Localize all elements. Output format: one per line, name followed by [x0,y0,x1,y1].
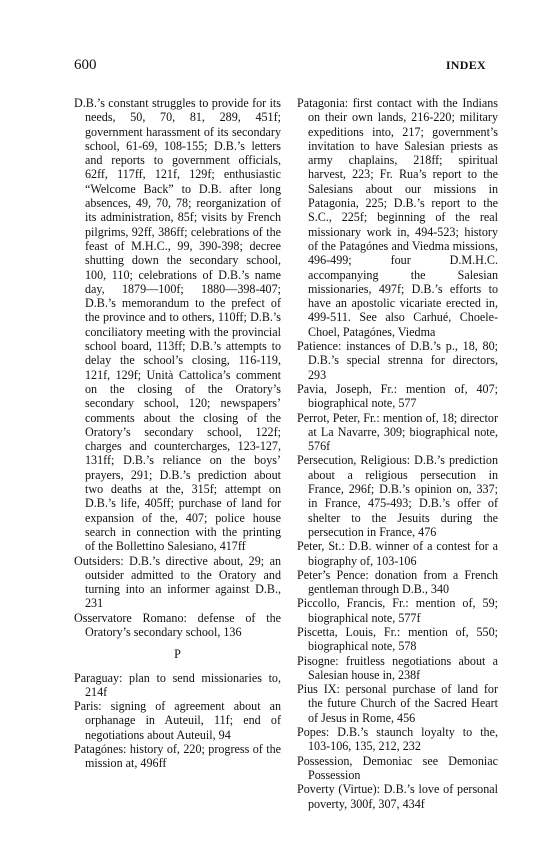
index-entry-paraguay: Paraguay: plan to send missionaries to, 214f [74,670,281,699]
index-entry-pisogne: Pisogne: fruitless negotiations about a Salesian house in, 238f [297,653,498,682]
index-entry-patience: Patience: instances of D.B.’s p., 18, 80; D.B.’s special strenna for directors, 293 [297,339,498,382]
right-column [297,96,498,811]
index-entry-perrot: Perrot, Peter, Fr.: mention of, 18; director at La Navarre, 309; biographical note, 576f [297,410,498,454]
index-entry-outsiders: Outsiders: D.B.’s directive about, 29; an outsider admitted to the Oratory and turning into an informer against D.B., 231 [74,553,281,611]
index-entry-peters-pence: Peter’s Pence: donation from a French gentleman through D.B., 340 [297,567,498,597]
index-entry-popes: Popes: D.B.’s staunch loyalty to the, 103-106, 135, 212, 232 [297,725,498,754]
section-letter-p: P [174,647,181,662]
index-entry-patagonia: Patagonia: first contact with the Indians on their own lands, 216-220; military expeditions into, 217; government’s invitation to have Salesian priests as army chaplains, 218ff; spiritual harvest, 223; Fr. Rua’s report to the Salesians about our missions in Patagonia, 225; D.B.’s report to the S.C., 225f; beginning of the real missionary work in, 494-523; history of the Patagónes and Viedma missions, 496-499; four D.M.H.C. accompanying the Salesian missionaries, 497f; D.B.’s efforts to have an apostolic vicariate erected in, 499-511. See also Carhué, Choele-Choel, Patagónes, Viedma [297,96,498,339]
index-entry-oratory-continued: D.B.’s constant struggles to provide for its needs, 50, 70, 81, 289, 451f; government harassment of its secondary school, 61-69, 108-155; D.B.’s letters and reports to government officials, 62ff, 117ff, 121f, 129f; enthusiastic “Welcome Back” to D.B. after long absences, 49, 70, 78; reorganization of its administration, 85f; visits by French pilgrims, 92ff, 386ff; celebrations of the feast of M.H.C., 99, 390-398; decree shutting down the secondary school, 100, 110; celebrations of D.B.’s name day, 1879—100f; 1880—398-407; D.B.’s memorandum to the prefect of the province and to others, 110ff; D.B.’s conciliatory meeting with the provincial school board, 113ff; D.B.’s attempts to delay the school’s closing, 116-119, 121f, 129f; Unità Cattolica’s comment on the closing of the Oratory’s secondary school, 120; newspapers’ comments about the closing of the Oratory’s secondary school, 122f; charges and countercharges, 123-127, 131ff; D.B.’s reliance on the boys’ prayers, 291; D.B.’s prediction about two deaths at the, 315f; attempt on D.B.’s life, 405ff; purchase of land for expansion of the, 407; police house search in connection with the printing of the Bollettino Salesiano, 417ff [74,96,281,554]
running-head: INDEX [445,58,486,72]
index-entry-paris: Paris: signing of agreement about an orphanage in Auteuil, 11f; end of negotiations about Auteuil, 94 [74,699,281,742]
index-entry-possession: Possession, Demoniac see Demoniac Possession [297,753,498,782]
index-entry-patagones: Patagónes: history of, 220; progress of the mission at, 496ff [74,742,281,771]
index-entry-pavia: Pavia, Joseph, Fr.: mention of, 407; biographical note, 577 [297,381,498,411]
index-entry-poverty: Poverty (Virtue): D.B.’s love of personal poverty, 300f, 307, 434f [297,782,498,811]
index-entry-peter-st: Peter, St.: D.B. winner of a contest for a biography of, 103-106 [297,539,498,568]
index-entry-persecution: Persecution, Religious: D.B.’s prediction about a religious persecution in France, 296f; D.B.’s opinion on, 337; in France, 475-493; D.B.’s offer of shelter to the Jesuits during the persecution in France, 476 [297,453,498,539]
index-entry-piscetta: Piscetta, Louis, Fr.: mention of, 550; biographical note, 578 [297,624,498,654]
index-entry-pius-ix: Pius IX: personal purchase of land for the future Church of the Sacred Heart of Jesus in Rome, 456 [297,682,498,725]
index-entry-osservatore-romano: Osservatore Romano: defense of the Oratory’s secondary school, 136 [74,610,281,639]
left-column [74,96,281,771]
page-number: 600 [74,57,97,73]
index-entry-piccollo: Piccollo, Francis, Fr.: mention of, 59; biographical note, 577f [297,596,498,625]
